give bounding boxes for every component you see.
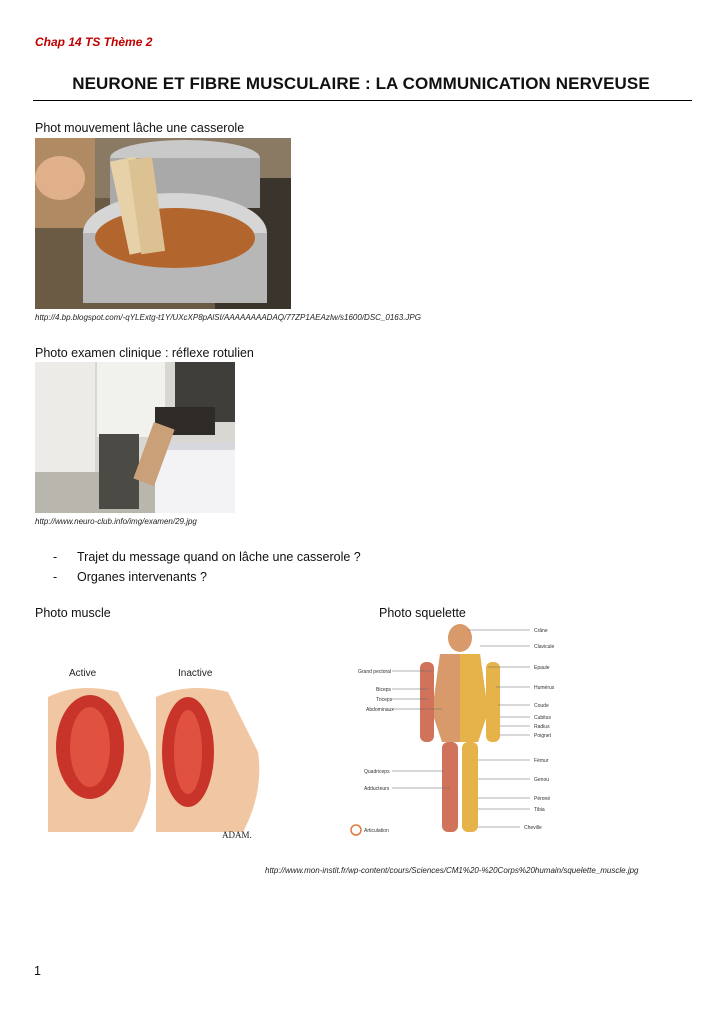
skeleton-caption: Photo squelette [379, 606, 466, 620]
casserole-url[interactable]: http://4.bp.blogspot.com/-qYLExtg-t1Y/UXcXP8pAlSI/AAAAAAAADAQ/77ZP1AEAzIw/s1600/DSC_0163.JPG [35, 313, 421, 322]
skeleton-label-left: Adducteurs [364, 786, 390, 792]
skeleton-label-left: Grand pectoral [358, 669, 392, 675]
skeleton-label-right: Fémur [534, 758, 549, 764]
page-title: NEURONE ET FIBRE MUSCULAIRE : LA COMMUNICATION NERVEUSE [72, 74, 650, 93]
muscle-active-label: Active [69, 668, 97, 679]
skeleton-label-right: Radius [534, 724, 550, 730]
skeleton-label-left: Triceps [376, 697, 393, 703]
skeleton-label-left: Abdominaux [366, 707, 394, 713]
adam-logo: ADAM. [222, 830, 252, 840]
skeleton-label-right: Tibia [534, 807, 545, 813]
skeleton-label-right: Clavicule [534, 644, 555, 650]
muscle-illustration [38, 662, 268, 842]
skeleton-label-right: Epaule [534, 665, 550, 671]
muscle-caption: Photo muscle [35, 606, 111, 620]
skeleton-label-right: Humérus [534, 685, 555, 691]
skeleton-url[interactable]: http://www.mon-instit.fr/wp-content/cours/Sciences/CM1%20-%20Corps%20humain/squelette_muscle.jpg [265, 866, 639, 875]
title-divider [33, 100, 692, 101]
skeleton-label-right: Péroné [534, 796, 551, 802]
list-item: - Organes intervenants ? [53, 567, 361, 587]
question-list [53, 547, 361, 587]
reflex-exam-photo [35, 362, 235, 513]
skeleton-legend: Articulation [364, 828, 389, 834]
reflex-caption: Photo examen clinique : réflexe rotulien [35, 346, 254, 360]
skeleton-label-left: Biceps [376, 687, 392, 693]
skeleton-label-left: Quadriceps [364, 769, 390, 775]
chapter-label: Chap 14 TS Thème 2 [35, 35, 153, 49]
skeleton-illustration [350, 622, 572, 842]
reflex-url[interactable]: http://www.neuro-club.info/img/examen/29.jpg [35, 517, 197, 526]
casserole-photo [35, 138, 291, 309]
page-number: 1 [34, 964, 41, 978]
skeleton-label-right: Cheville [524, 825, 542, 831]
skeleton-label-right: Crâne [534, 628, 548, 634]
skeleton-label-right: Poignet [534, 733, 551, 739]
casserole-caption: Phot mouvement lâche une casserole [35, 121, 245, 135]
skeleton-label-right: Coude [534, 703, 549, 709]
muscle-inactive-label: Inactive [178, 668, 213, 679]
skeleton-label-right: Cubitus [534, 715, 551, 721]
skeleton-label-right: Genou [534, 777, 550, 783]
list-item: - Trajet du message quand on lâche une casserole ? [53, 547, 361, 567]
